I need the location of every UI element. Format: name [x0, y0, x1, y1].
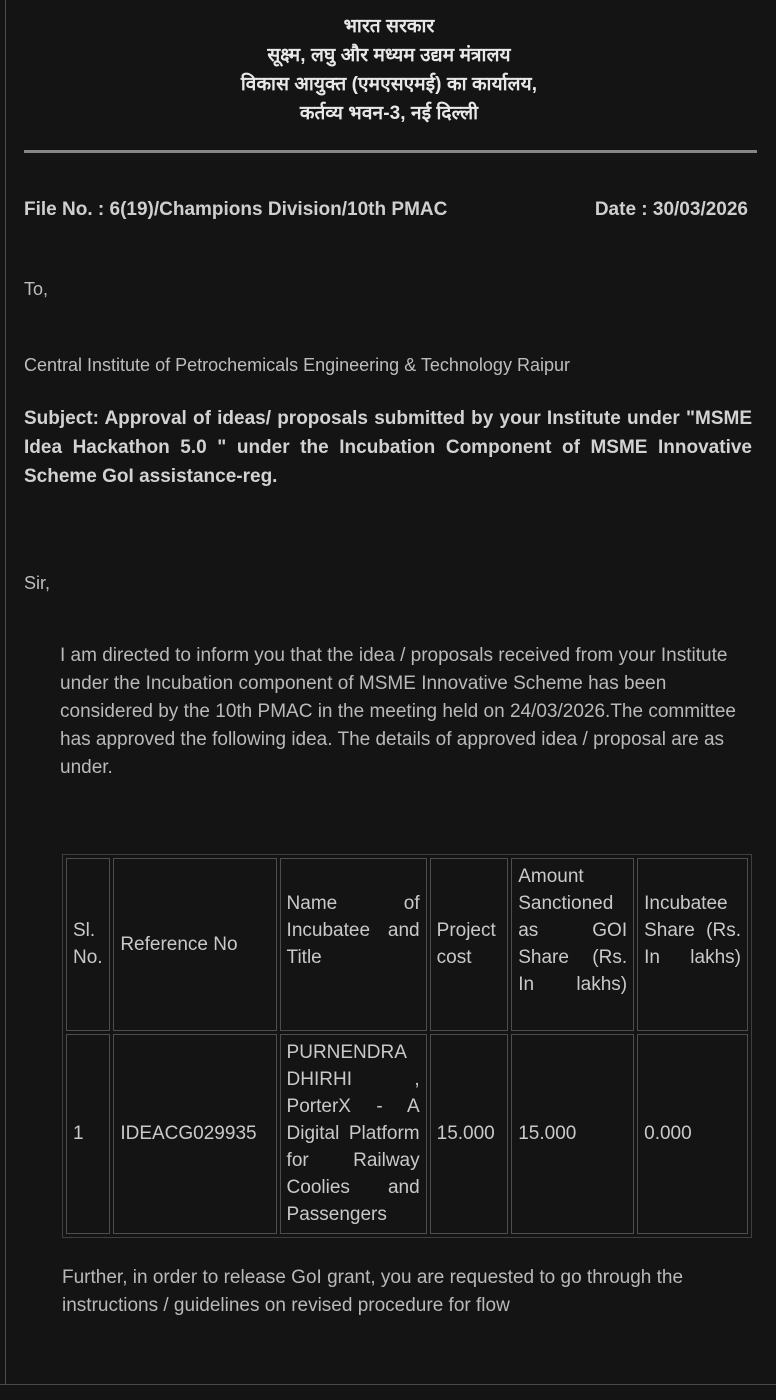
column-header-reference-no: Reference No: [113, 858, 276, 1031]
cell-project-cost: 15.000: [430, 1034, 509, 1234]
letterhead-line-3: विकास आयुक्त (एमएसएमई) का कार्यालय,: [240, 74, 538, 95]
cell-reference-no: IDEACG029935: [113, 1034, 276, 1234]
letterhead-line-1: भारत सरकार: [343, 16, 435, 37]
letterhead-line-4: कर्तव्य भवन-3, नई दिल्ली: [299, 103, 479, 124]
cell-amount-sanctioned: 15.000: [511, 1034, 634, 1234]
letterhead: [24, 0, 754, 128]
salutation: Sir,: [24, 573, 51, 593]
viewport-bottom-edge: [0, 1384, 776, 1385]
file-and-date-line: [24, 199, 754, 221]
column-header-amount-sanctioned: Amount Sanctioned as GOI Share (Rs. In lakhs): [511, 858, 634, 1031]
to-label: To,: [24, 279, 49, 299]
table-row: [66, 1034, 748, 1234]
approval-table: [62, 854, 752, 1238]
addressee-name: Central Institute of Petrochemicals Engineering & Technology Raipur: [24, 355, 570, 375]
column-header-name-and-title: Name of Incubatee and Title: [280, 858, 427, 1031]
column-header-incubatee-share: Incubatee Share (Rs. In lakhs): [637, 858, 748, 1031]
column-header-sl-no: Sl. No.: [66, 858, 110, 1031]
file-number: File No. : 6(19)/Champions Division/10th PMAC: [24, 199, 448, 220]
approval-table-wrapper: [62, 854, 754, 1238]
header-divider: [24, 150, 757, 153]
document-date: Date : 30/03/2026: [594, 199, 748, 220]
cell-sl-no: 1: [66, 1034, 110, 1234]
cell-incubatee-share: 0.000: [637, 1034, 748, 1234]
tail-paragraph: Further, in order to release GoI grant, you are requested to go through the instructions / guidelines on revised procedure for flow: [62, 1267, 684, 1316]
subject-line: Subject: Approval of ideas/ proposals submitted by your Institute under "MSME Idea Hackathon 5.0 " under the Incubation Component of MSME Innovative Scheme GoI assistance-reg.: [24, 408, 752, 487]
cell-name-and-title: PURNENDRA DHIRHI , PorterX - A Digital Platform for Railway Coolies and Passengers: [280, 1034, 427, 1234]
letterhead-line-2: सूक्ष्म, लघु और मध्यम उद्यम मंत्रालय: [267, 45, 511, 66]
column-header-project-cost: Project cost: [430, 858, 509, 1031]
table-header-row: [66, 858, 748, 1031]
body-paragraph: I am directed to inform you that the idea / proposals received from your Institute under the Incubation component of MSME Innovative Scheme has been considered by the 10th PMAC in the meeting held on 24/03/2026.The committee has approved the following idea. The details of approved idea / proposal are as under.: [60, 645, 736, 778]
